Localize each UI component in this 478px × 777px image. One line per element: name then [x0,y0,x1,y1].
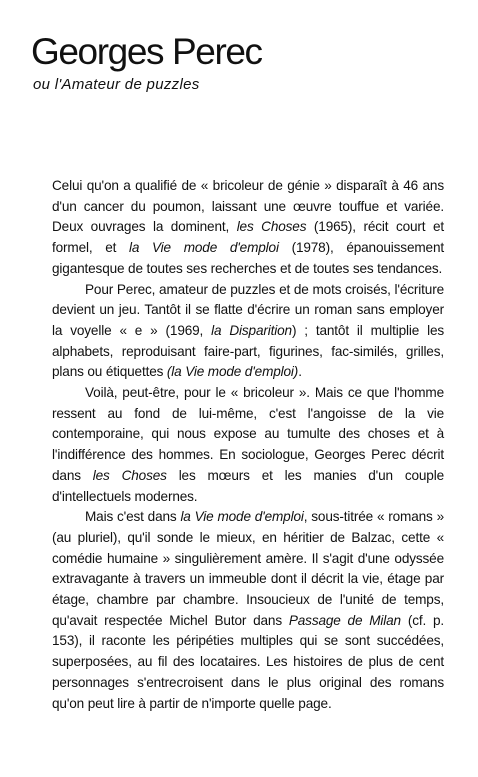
italic-title-run: la Vie mode d'emploi [180,509,304,525]
text-run: Celui qu'on a qualifié de « bricoleur de génie » disparaît à 46 ans d'un cancer du poumon, laissant une œuvre touffue et variée. Deux ouvrages la dominent, [52,178,444,235]
text-run: Voilà, peut-être, pour le « bricoleur ». Mais ce que l'homme ressent au fond de lui-même, c'est l'angoisse de la vie contemporaine, qui nous expose au tumulte des choses et à l'indifférence des hommes. En sociologue, Georges Perec décrit dans [52,385,444,483]
text-run: (cf. p. 153), il raconte les péripéties multiples qui se sont succédées, superposées, au fil des locataires. Les histoires de plus de cent personnages s'entrecroisent dans le plus original des romans qu'on peut lire à partir de n'importe quelle page. [52,612,444,711]
paragraph-3 [52,383,444,507]
italic-title-run: les Choses [92,467,167,483]
text-run: Mais c'est dans [85,509,181,525]
page-title: Georges Perec [31,31,262,72]
text-run: . [298,364,302,380]
italic-title-run: la Vie mode d'emploi [129,240,279,256]
page-subtitle: ou l'Amateur de puzzles [33,76,200,93]
paragraph-2 [52,280,444,384]
text-run: les mœurs et les manies d'un couple d'intellectuels modernes. [52,467,444,504]
italic-title-run: la Disparition [211,322,292,338]
text-run: , sous-titrée « romans » (au pluriel), qu'il sonde le mieux, en héritier de Balzac, cette « comédie humaine » singulièrement amère. Il s'agit d'une odyssée extravagante à travers un immeuble dont il décrit la vie, étage par étage, chambre par chambre. Insoucieux de l'unité de temps, qu'avait respectée Michel Butor dans [52,509,444,628]
paragraph-1 [52,176,444,280]
text-run: (1978), épanouissement gigantesque de toutes ses recherches et de toutes ses tendances. [52,240,444,276]
italic-title-run: (la Vie mode d'emploi) [166,364,299,380]
text-run: Pour Perec, amateur de puzzles et de mots croisés, l'écriture devient un jeu. Tantôt il se flatte d'écrire un roman sans employer la voyelle « e » (1969, [52,281,444,338]
italic-title-run: Passage de Milan [288,612,401,628]
text-run: (1965), récit court et formel, et [52,219,445,256]
body-text [52,176,444,714]
text-run: ) ; tantôt il multiplie les alphabets, reproduisant faire-part, figurines, fac-similés, grilles, plans ou étiquettes [52,322,445,380]
italic-title-run: les Choses [236,219,307,235]
paragraph-4 [52,507,444,714]
